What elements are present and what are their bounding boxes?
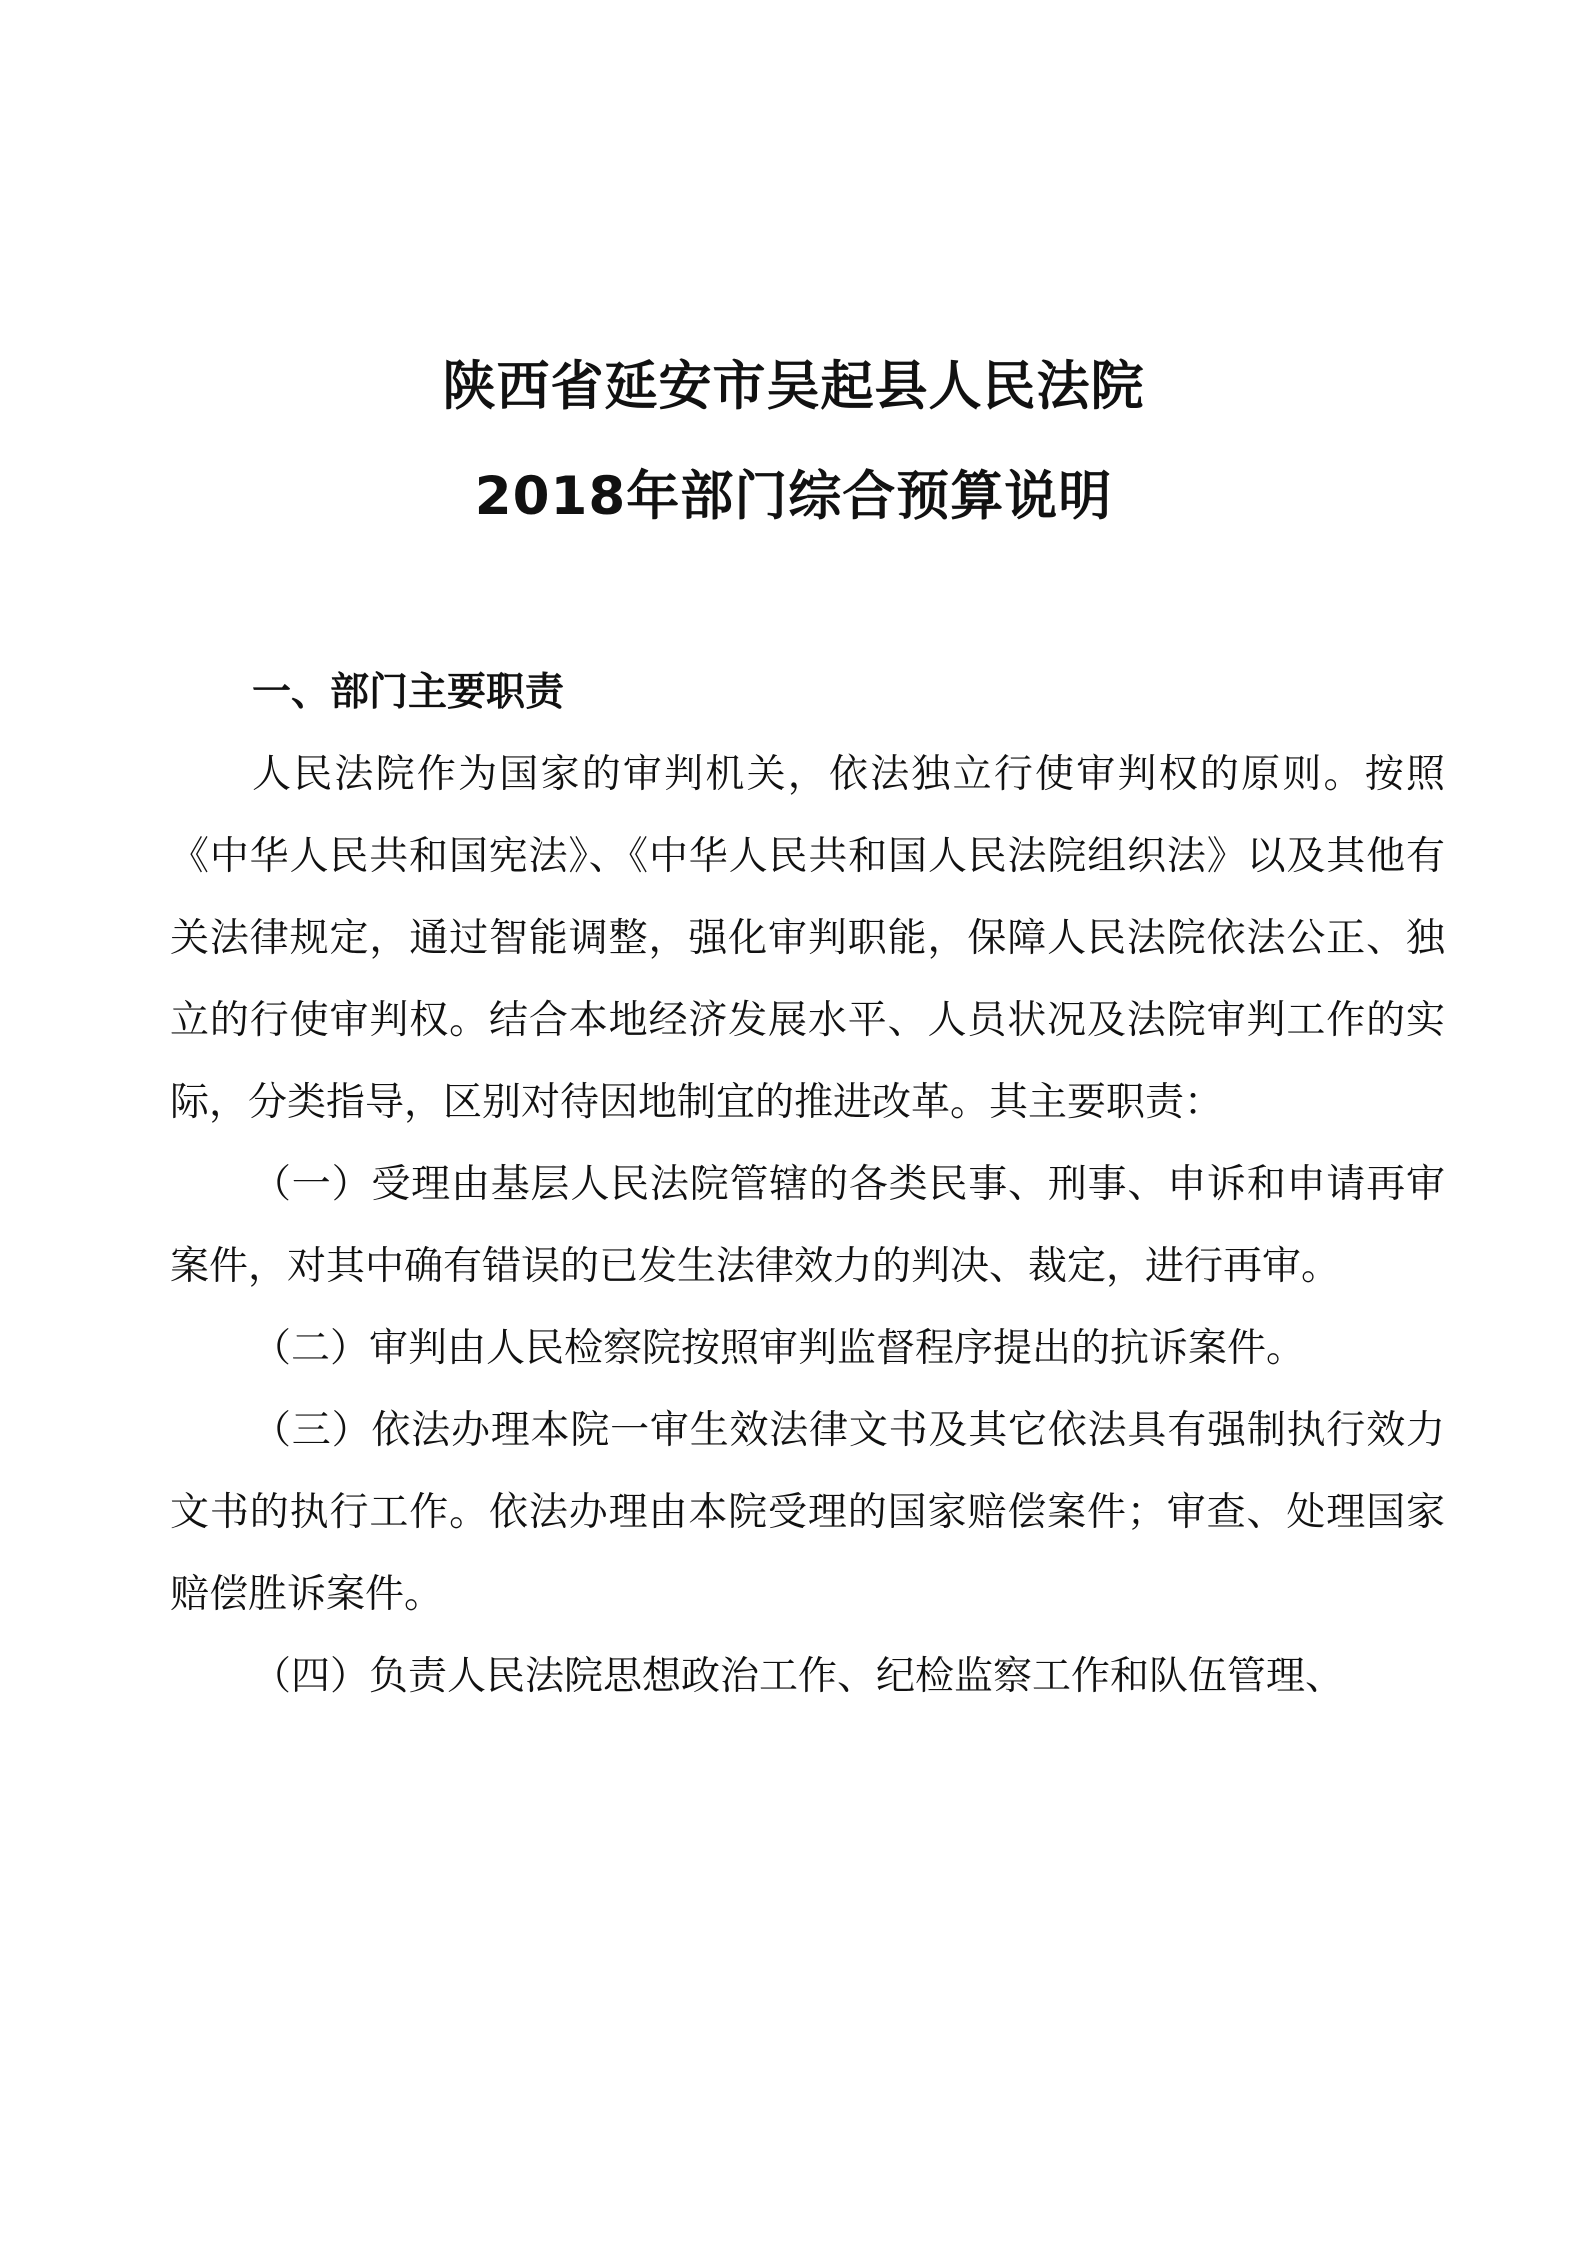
- paragraph-duty-3: （三）依法办理本院一审生效法律文书及其它依法具有强制执行效力文书的执行工作。依法办理由本院受理的国家赔偿案件；审查、处理国家赔偿胜诉案件。: [170, 1408, 1445, 1617]
- paragraph-intro: 人民法院作为国家的审判机关，依法独立行使审判权的原则。按照《中华人民共和国宪法》、《中华人民共和国人民法院组织法》以及其他有关法律规定，通过智能调整，强化审判职能，保障人民法院依法公正、独立的行使审判权。结合本地经济发展水平、人员状况及法院审判工作的实际，分类指导，区别对待因地制宜的推进改革。其主要职责：: [170, 752, 1445, 1125]
- document-title-line1: 陕西省延安市吴起县人民法院: [442, 356, 1145, 417]
- paragraph-duty-4: （四）负责人民法院思想政治工作、纪检监察工作和队伍管理、: [252, 1654, 1345, 1699]
- paragraph-duty-1: （一）受理由基层人民法院管辖的各类民事、刑事、申诉和申请再审案件，对其中确有错误的已发生法律效力的判决、裁定，进行再审。: [170, 1162, 1445, 1289]
- document-body: [170, 652, 1445, 1718]
- paragraph-duty-2: （二）审判由人民检察院按照审判监督程序提出的抗诉案件。: [252, 1326, 1306, 1371]
- document-title-line2: 2018年部门综合预算说明: [474, 466, 1113, 527]
- section-heading-duties: 一、部门主要职责: [252, 670, 565, 715]
